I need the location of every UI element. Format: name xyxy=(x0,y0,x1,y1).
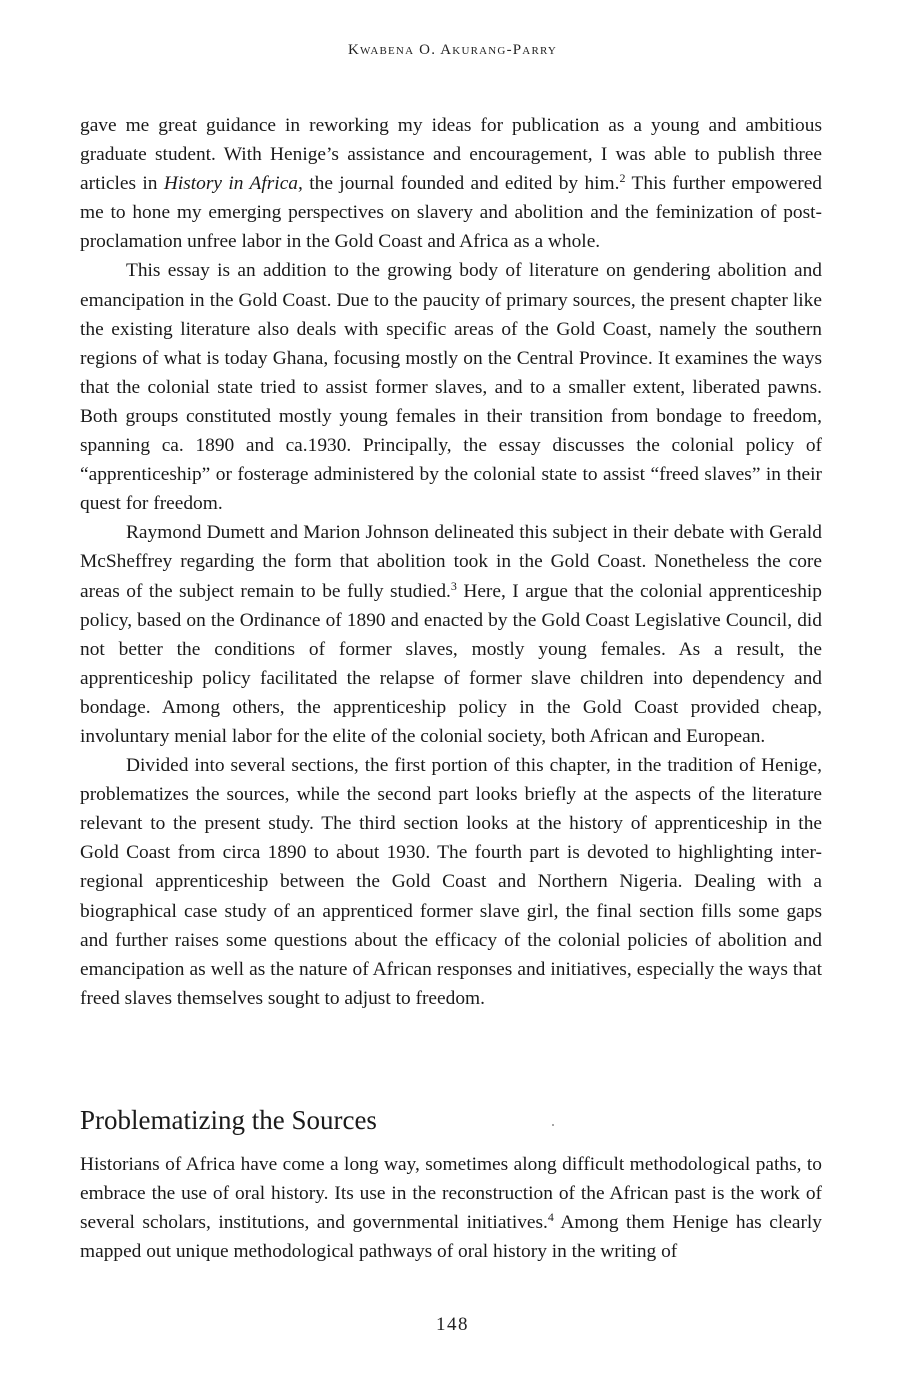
paragraph-3-text-b: Here, I argue that the colonial apprenticeship policy, based on the Ordinance of 1890 and enacted by the Gold Coast Legislative Council, did not better the conditions of former slaves, mostly young females. As a result, the apprenticeship policy facilitated the relapse of former slave children into dependency and bondage. Among others, the apprenticeship policy in the Gold Coast provided cheap, involuntary menial labor for the elite of the colonial society, both African and European. xyxy=(80,580,822,747)
paragraph-1-text-b: the journal founded and edited by him. xyxy=(302,173,620,195)
paragraph-1-text-c: This further empowered me to hone my emerging perspectives on slavery and abolition and the feminization of post-proclamation unfree labor in the Gold Coast and Africa as a whole. xyxy=(80,173,822,253)
body-text xyxy=(80,111,822,1013)
paragraph-3-text-a: Raymond Dumett and Marion Johnson delineated this subject in their debate with Gerald McSheffrey regarding the form that abolition took in the Gold Coast. Nonetheless the core areas of the subject remain to be fully studied. xyxy=(80,522,822,602)
section-heading: Problematizing the Sources xyxy=(80,1105,377,1135)
section-body xyxy=(80,1150,822,1266)
journal-title: History in Africa, xyxy=(163,173,303,195)
section-paragraph-text-b: Among them Henige has clearly mapped out unique methodological pathways of oral history in the writing of xyxy=(80,1212,822,1263)
footnote-ref-3[interactable]: 3 xyxy=(450,578,457,593)
section-paragraph-text-a: Historians of Africa have come a long way, sometimes along difficult methodological paths, to embrace the use of oral history. Its use in the reconstruction of the African past is the work of several scholars, institutions, and governmental initiatives. xyxy=(80,1154,822,1234)
paragraph-1 xyxy=(80,111,822,256)
section-paragraph-1 xyxy=(80,1150,822,1266)
paragraph-2: This essay is an addition to the growing body of literature on gendering abolition and emancipation in the Gold Coast. Due to the paucity of primary sources, the present chapter like the existing literature also deals with specific areas of the Gold Coast, namely the southern regions of what is today Ghana, focusing mostly on the Central Province. It examines the ways that the colonial state tried to assist former slaves, and to a smaller extent, liberated pawns. Both groups constituted mostly young females in their transition from bondage to freedom, spanning ca. 1890 and ca.1930. Principally, the essay discusses the colonial policy of “apprenticeship” or fosterage administered by the colonial state to assist “freed slaves” in their quest for freedom. xyxy=(80,260,822,515)
paragraph-4: Divided into several sections, the first portion of this chapter, in the tradition of Henige, problematizes the sources, while the second part looks briefly at the aspects of the literature relevant to the present study. The third section looks at the history of apprenticeship in the Gold Coast from circa 1890 to about 1930. The fourth part is devoted to highlighting inter-regional apprenticeship between the Gold Coast and Northern Nigeria. Dealing with a biographical case study of an apprenticed former slave girl, the final section fills some gaps and further raises some questions about the efficacy of the colonial policies of abolition and emancipation as well as the nature of African responses and initiatives, especially the ways that freed slaves themselves sought to adjust to freedom. xyxy=(80,755,822,1009)
footnote-ref-2[interactable]: 2 xyxy=(619,171,626,186)
paragraph-1-text-a: gave me great guidance in reworking my ideas for publication as a young and ambitious graduate student. With Henige’s assistance and encouragement, I was able to publish three articles in xyxy=(80,115,822,195)
page-number: 148 xyxy=(436,1314,469,1335)
paragraph-3 xyxy=(80,518,822,751)
footnote-ref-4[interactable]: 4 xyxy=(547,1210,554,1225)
scan-speck xyxy=(552,1124,554,1126)
running-head: Kwabena O. Akurang-Parry xyxy=(347,42,558,58)
